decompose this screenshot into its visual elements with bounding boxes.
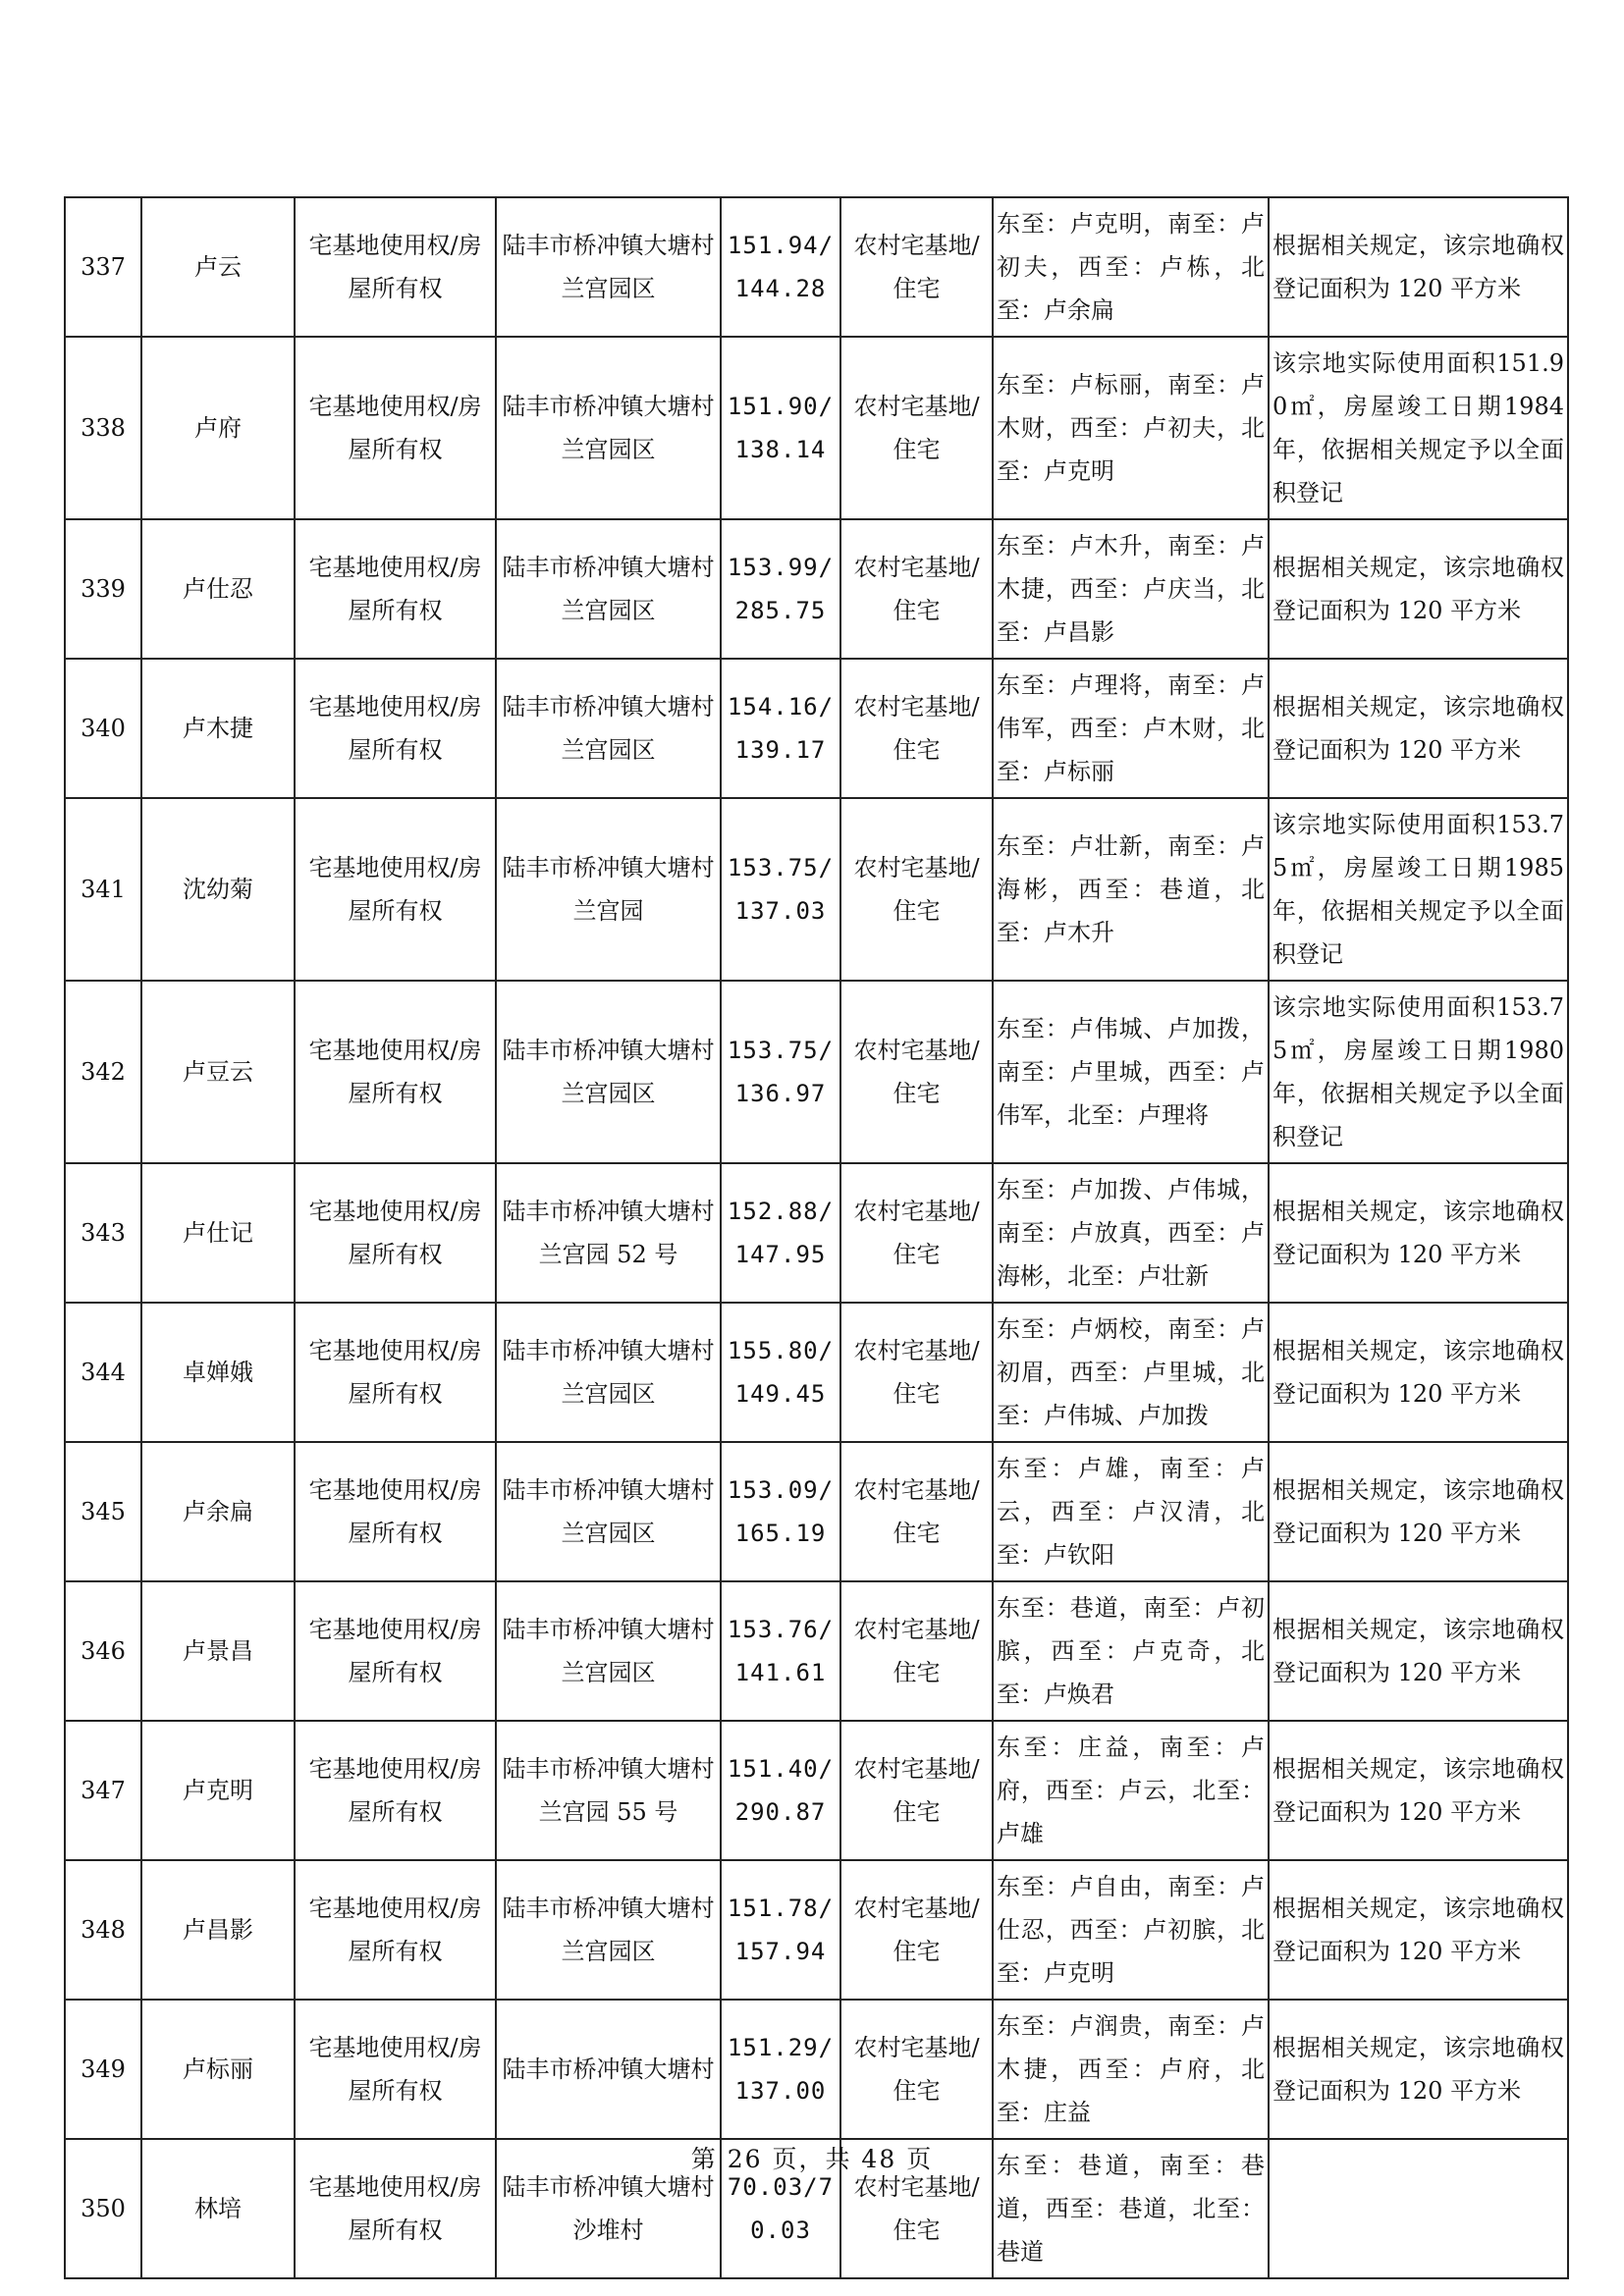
boundary-description: 东至：卢伟城、卢加拨，南至：卢里城，西至：卢伟军，北至：卢理将: [993, 981, 1269, 1163]
location-address: 陆丰市桥冲镇大塘村兰宫园区: [496, 337, 721, 519]
land-use: 农村宅基地/住宅: [840, 519, 993, 659]
land-use: 农村宅基地/住宅: [840, 1860, 993, 2000]
boundary-description: 东至：卢自由，南至：卢仕忍，西至：卢初膑，北至：卢克明: [993, 1860, 1269, 2000]
owner-name: 林培: [141, 2139, 295, 2278]
owner-name: 沈幼菊: [141, 798, 295, 981]
owner-name: 卢余扁: [141, 1442, 295, 1581]
land-use: 农村宅基地/住宅: [840, 2139, 993, 2278]
table-row: [65, 659, 1568, 798]
land-use: 农村宅基地/住宅: [840, 1581, 993, 1721]
record-number: 341: [65, 798, 141, 981]
land-registration-table: [64, 196, 1569, 2279]
boundary-description: 东至：卢雄，南至：卢云，西至：卢汉清，北至：卢钦阳: [993, 1442, 1269, 1581]
land-use: 农村宅基地/住宅: [840, 1442, 993, 1581]
owner-name: 卢府: [141, 337, 295, 519]
record-number: 340: [65, 659, 141, 798]
right-type: 宅基地使用权/房屋所有权: [295, 1303, 496, 1442]
table-row: [65, 337, 1568, 519]
right-type: 宅基地使用权/房屋所有权: [295, 1442, 496, 1581]
area-value: 153.75/137.03: [721, 798, 840, 981]
boundary-description: 东至：卢加拨、卢伟城，南至：卢放真，西至：卢海彬，北至：卢壮新: [993, 1163, 1269, 1303]
right-type: 宅基地使用权/房屋所有权: [295, 1721, 496, 1860]
remark-note: 根据相关规定，该宗地确权登记面积为 120 平方米: [1269, 197, 1568, 337]
area-value: 153.75/136.97: [721, 981, 840, 1163]
location-address: 陆丰市桥冲镇大塘村兰宫园区: [496, 1303, 721, 1442]
boundary-description: 东至：卢木升，南至：卢木捷，西至：卢庆当，北至：卢昌影: [993, 519, 1269, 659]
location-address: 陆丰市桥冲镇大塘村兰宫园区: [496, 197, 721, 337]
land-use: 农村宅基地/住宅: [840, 2000, 993, 2139]
location-address: 陆丰市桥冲镇大塘村兰宫园 52 号: [496, 1163, 721, 1303]
table-row: [65, 1860, 1568, 2000]
right-type: 宅基地使用权/房屋所有权: [295, 1163, 496, 1303]
right-type: 宅基地使用权/房屋所有权: [295, 197, 496, 337]
area-value: 153.09/165.19: [721, 1442, 840, 1581]
remark-note: 根据相关规定，该宗地确权登记面积为 120 平方米: [1269, 1860, 1568, 2000]
right-type: 宅基地使用权/房屋所有权: [295, 981, 496, 1163]
remark-note: 根据相关规定，该宗地确权登记面积为 120 平方米: [1269, 1163, 1568, 1303]
record-number: 342: [65, 981, 141, 1163]
owner-name: 卢仕忍: [141, 519, 295, 659]
record-number: 343: [65, 1163, 141, 1303]
owner-name: 卢标丽: [141, 2000, 295, 2139]
boundary-description: 东至：卢炳校，南至：卢初眉，西至：卢里城，北至：卢伟城、卢加拨: [993, 1303, 1269, 1442]
right-type: 宅基地使用权/房屋所有权: [295, 1860, 496, 2000]
remark-note: 该宗地实际使用面积153.75㎡，房屋竣工日期1980年，依据相关规定予以全面积登记: [1269, 981, 1568, 1163]
area-value: 151.29/137.00: [721, 2000, 840, 2139]
remark-note: 根据相关规定，该宗地确权登记面积为 120 平方米: [1269, 2000, 1568, 2139]
location-address: 陆丰市桥冲镇大塘村兰宫园区: [496, 1581, 721, 1721]
owner-name: 卢克明: [141, 1721, 295, 1860]
land-use: 农村宅基地/住宅: [840, 1163, 993, 1303]
boundary-description: 东至：卢标丽，南至：卢木财，西至：卢初夫，北至：卢克明: [993, 337, 1269, 519]
table-row: [65, 197, 1568, 337]
owner-name: 卓婵娥: [141, 1303, 295, 1442]
page-footer: 第 26 页，共 48 页: [690, 2145, 934, 2173]
area-value: 151.78/157.94: [721, 1860, 840, 2000]
right-type: 宅基地使用权/房屋所有权: [295, 1581, 496, 1721]
table-row: [65, 1581, 1568, 1721]
land-use: 农村宅基地/住宅: [840, 337, 993, 519]
boundary-description: 东至：卢理将，南至：卢伟军，西至：卢木财，北至：卢标丽: [993, 659, 1269, 798]
location-address: 陆丰市桥冲镇大塘村兰宫园区: [496, 981, 721, 1163]
area-value: 151.94/144.28: [721, 197, 840, 337]
land-use: 农村宅基地/住宅: [840, 197, 993, 337]
table-row: [65, 1442, 1568, 1581]
location-address: 陆丰市桥冲镇大塘村: [496, 2000, 721, 2139]
record-number: 349: [65, 2000, 141, 2139]
location-address: 陆丰市桥冲镇大塘村兰宫园区: [496, 519, 721, 659]
land-use: 农村宅基地/住宅: [840, 659, 993, 798]
right-type: 宅基地使用权/房屋所有权: [295, 337, 496, 519]
area-value: 153.76/141.61: [721, 1581, 840, 1721]
boundary-description: 东至：卢克明，南至：卢初夫，西至：卢栋，北至：卢余扁: [993, 197, 1269, 337]
location-address: 陆丰市桥冲镇大塘村兰宫园 55 号: [496, 1721, 721, 1860]
remark-note: 根据相关规定，该宗地确权登记面积为 120 平方米: [1269, 519, 1568, 659]
table-row: [65, 2000, 1568, 2139]
owner-name: 卢昌影: [141, 1860, 295, 2000]
right-type: 宅基地使用权/房屋所有权: [295, 519, 496, 659]
land-use: 农村宅基地/住宅: [840, 1303, 993, 1442]
area-value: 151.40/290.87: [721, 1721, 840, 1860]
remark-note: 根据相关规定，该宗地确权登记面积为 120 平方米: [1269, 1581, 1568, 1721]
record-number: 337: [65, 197, 141, 337]
remark-note: 根据相关规定，该宗地确权登记面积为 120 平方米: [1269, 1721, 1568, 1860]
area-value: 154.16/139.17: [721, 659, 840, 798]
table-row: [65, 1721, 1568, 1860]
boundary-description: 东至：卢润贵，南至：卢木捷，西至：卢府，北至：庄益: [993, 2000, 1269, 2139]
location-address: 陆丰市桥冲镇大塘村沙堆村: [496, 2139, 721, 2278]
remark-note: 该宗地实际使用面积153.75㎡，房屋竣工日期1985年，依据相关规定予以全面积登记: [1269, 798, 1568, 981]
remark-note: 根据相关规定，该宗地确权登记面积为 120 平方米: [1269, 659, 1568, 798]
record-number: 346: [65, 1581, 141, 1721]
location-address: 陆丰市桥冲镇大塘村兰宫园区: [496, 1860, 721, 2000]
table-row: [65, 519, 1568, 659]
location-address: 陆丰市桥冲镇大塘村兰宫园区: [496, 659, 721, 798]
location-address: 陆丰市桥冲镇大塘村兰宫园: [496, 798, 721, 981]
right-type: 宅基地使用权/房屋所有权: [295, 659, 496, 798]
record-number: 348: [65, 1860, 141, 2000]
table-row: [65, 1163, 1568, 1303]
boundary-description: 东至：巷道，南至：巷道，西至：巷道，北至：巷道: [993, 2139, 1269, 2278]
land-use: 农村宅基地/住宅: [840, 1721, 993, 1860]
boundary-description: 东至：卢壮新，南至：卢海彬，西至：巷道，北至：卢木升: [993, 798, 1269, 981]
owner-name: 卢云: [141, 197, 295, 337]
land-use: 农村宅基地/住宅: [840, 981, 993, 1163]
table-row: [65, 981, 1568, 1163]
remark-note: 根据相关规定，该宗地确权登记面积为 120 平方米: [1269, 1442, 1568, 1581]
area-value: 70.03/70.03: [721, 2139, 840, 2278]
table-row: [65, 1303, 1568, 1442]
record-number: 347: [65, 1721, 141, 1860]
record-number: 350: [65, 2139, 141, 2278]
table-row: [65, 798, 1568, 981]
right-type: 宅基地使用权/房屋所有权: [295, 798, 496, 981]
owner-name: 卢景昌: [141, 1581, 295, 1721]
location-address: 陆丰市桥冲镇大塘村兰宫园区: [496, 1442, 721, 1581]
owner-name: 卢木捷: [141, 659, 295, 798]
boundary-description: 东至：庄益，南至：卢府，西至：卢云，北至：卢雄: [993, 1721, 1269, 1860]
area-value: 153.99/285.75: [721, 519, 840, 659]
right-type: 宅基地使用权/房屋所有权: [295, 2139, 496, 2278]
area-value: 155.80/149.45: [721, 1303, 840, 1442]
right-type: 宅基地使用权/房屋所有权: [295, 2000, 496, 2139]
area-value: 152.88/147.95: [721, 1163, 840, 1303]
record-number: 338: [65, 337, 141, 519]
owner-name: 卢豆云: [141, 981, 295, 1163]
remark-note: 该宗地实际使用面积151.90㎡，房屋竣工日期1984年，依据相关规定予以全面积登记: [1269, 337, 1568, 519]
record-number: 345: [65, 1442, 141, 1581]
owner-name: 卢仕记: [141, 1163, 295, 1303]
area-value: 151.90/138.14: [721, 337, 840, 519]
record-number: 339: [65, 519, 141, 659]
record-number: 344: [65, 1303, 141, 1442]
remark-note: 根据相关规定，该宗地确权登记面积为 120 平方米: [1269, 1303, 1568, 1442]
boundary-description: 东至：巷道，南至：卢初膑，西至：卢克奇，北至：卢焕君: [993, 1581, 1269, 1721]
land-use: 农村宅基地/住宅: [840, 798, 993, 981]
